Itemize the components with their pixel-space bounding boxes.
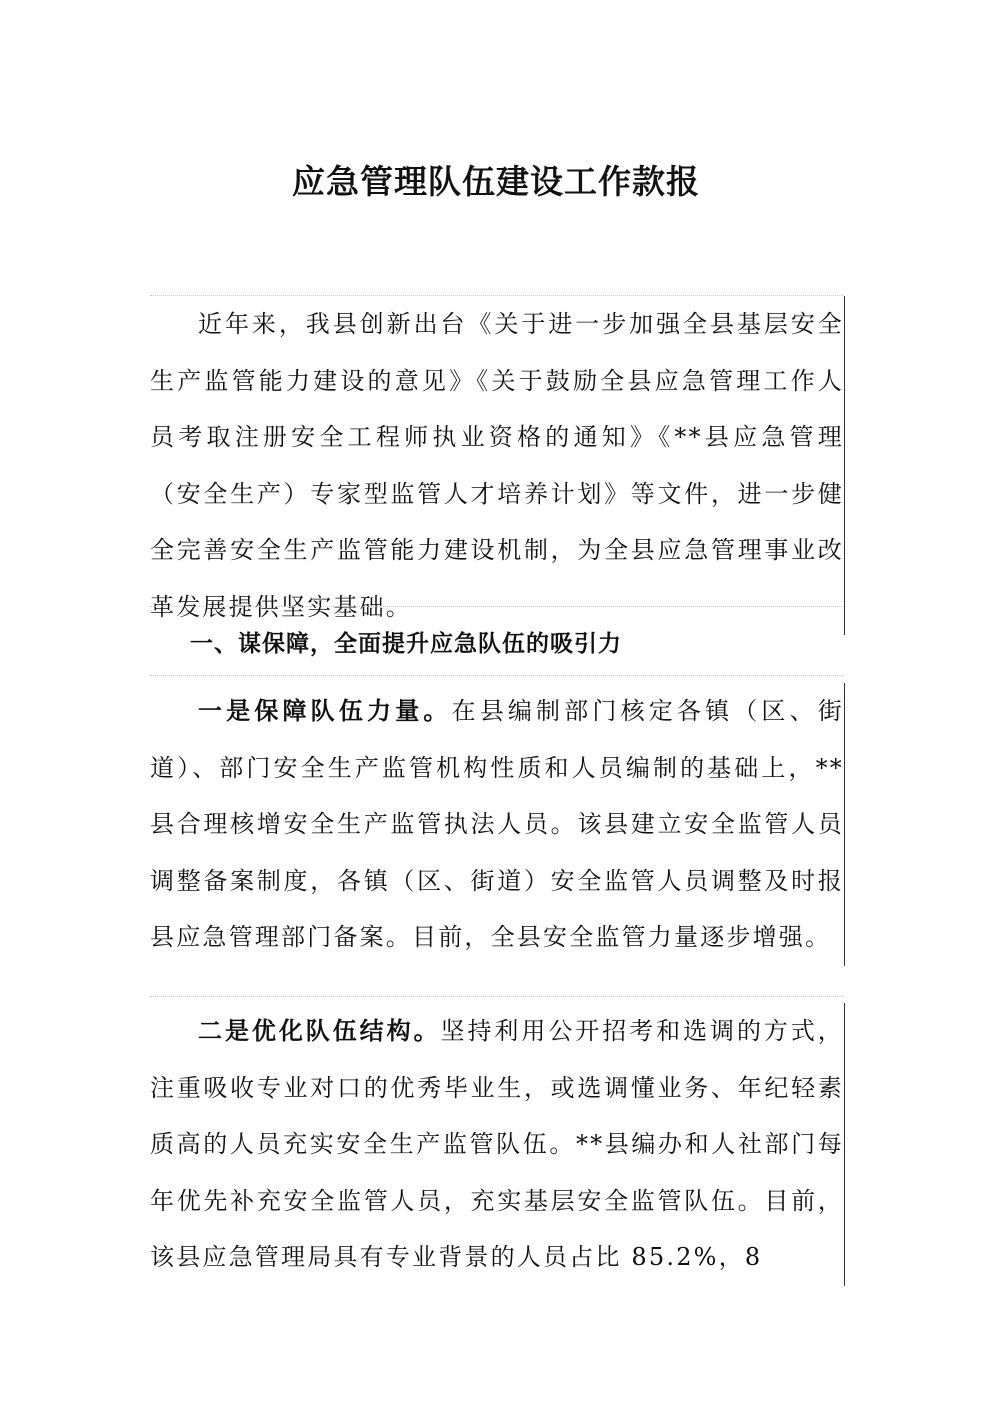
intro-paragraph: 近年来，我县创新出台《关于进一步加强全县基层安全生产监管能力建设的意见》《关于鼓励全县应急管理工作人员考取注册安全工程师执业资格的通知》《**县应急管理（安全生产）专家型监管人才培养计划》等文件，进一步健全完善安全生产监管能力建设机制，为全县应急管理事业改革发展提供坚实基础。 <box>150 310 844 621</box>
intro-block <box>150 296 845 635</box>
divider <box>150 675 844 676</box>
divider <box>150 606 844 607</box>
item-paragraph-2 <box>150 1003 844 1286</box>
divider <box>150 996 844 997</box>
item-paragraph-1 <box>150 683 844 966</box>
document-title: 应急管理队伍建设工作款报 <box>292 162 700 201</box>
item-block-1 <box>150 683 845 966</box>
item-text-2: 坚持利用公开招考和选调的方式，注重吸收专业对口的优秀毕业生，或选调懂业务、年纪轻素质高的人员充实安全生产监管队伍。**县编办和人社部门每年优先补充安全监管人员，充实基层安全监管队伍。目前，该县应急管理局具有专业背景的人员占比 85.2%，8 <box>150 1017 844 1271</box>
section-heading-block <box>150 620 844 668</box>
item-text-1: 在县编制部门核定各镇（区、街道）、部门安全生产监管机构性质和人员编制的基础上，**县合理核增安全生产监管执法人员。该县建立安全监管人员调整备案制度，各镇（区、街道）安全监管人员调整及时报县应急管理部门备案。目前，全县安全监管力量逐步增强。 <box>150 697 844 951</box>
item-block-2 <box>150 1003 845 1286</box>
item-lead-2: 二是优化队伍结构。 <box>198 1017 441 1045</box>
item-lead-1: 一是保障队伍力量。 <box>198 697 452 725</box>
section-heading: 一、谋保障，全面提升应急队伍的吸引力 <box>190 631 622 657</box>
